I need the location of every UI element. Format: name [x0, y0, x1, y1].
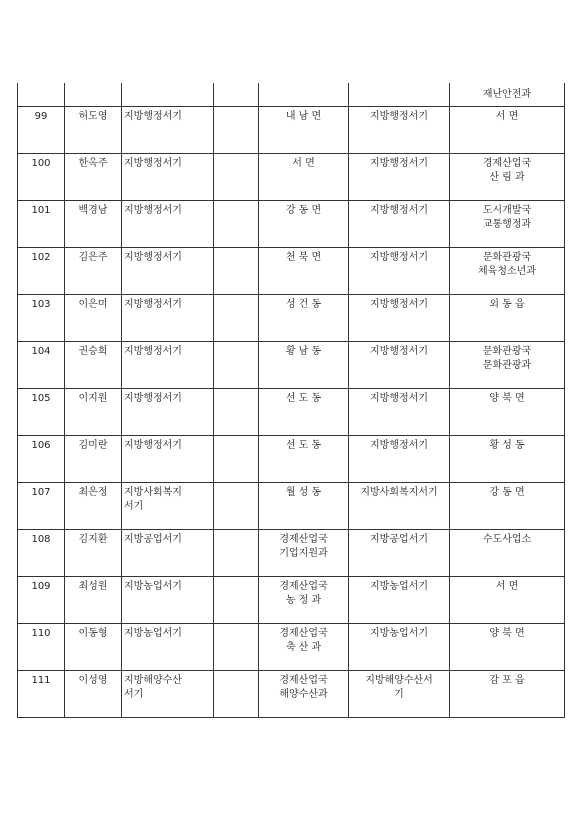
person-name: 김은주	[65, 248, 122, 295]
current-rank: 지방행정서기	[122, 295, 214, 342]
new-department: 감 포 읍	[450, 671, 565, 718]
row-number: 102	[18, 248, 65, 295]
person-name: 이동형	[65, 624, 122, 671]
new-rank: 지방행정서기	[349, 154, 450, 201]
new-department: 양 북 면	[450, 624, 565, 671]
person-name: 백경남	[65, 201, 122, 248]
new-department: 문화관광국 체육청소년과	[450, 248, 565, 295]
current-rank: 지방사회복지 서기	[122, 483, 214, 530]
blank-cell	[214, 530, 259, 577]
blank-cell	[214, 295, 259, 342]
person-name: 최성원	[65, 577, 122, 624]
current-department: 선 도 동	[259, 436, 349, 483]
continued-dest-cell: 재난안전과	[450, 83, 565, 107]
new-rank: 지방사회복지서기	[349, 483, 450, 530]
blank-cell	[214, 201, 259, 248]
new-department: 서 면	[450, 577, 565, 624]
table-row	[18, 248, 565, 295]
current-department: 경제산업국 축 산 과	[259, 624, 349, 671]
row-number: 99	[18, 107, 65, 154]
new-rank: 지방행정서기	[349, 107, 450, 154]
table-row	[18, 577, 565, 624]
person-name: 허도영	[65, 107, 122, 154]
new-rank: 지방농업서기	[349, 624, 450, 671]
table-row	[18, 389, 565, 436]
table-row	[18, 530, 565, 577]
current-rank: 지방농업서기	[122, 624, 214, 671]
person-name: 권승희	[65, 342, 122, 389]
new-department: 외 동 읍	[450, 295, 565, 342]
current-department: 천 북 면	[259, 248, 349, 295]
current-rank: 지방해양수산 서기	[122, 671, 214, 718]
blank-cell	[214, 107, 259, 154]
current-department: 경제산업국 농 정 과	[259, 577, 349, 624]
row-number: 111	[18, 671, 65, 718]
table-row	[18, 671, 565, 718]
current-department: 황 남 동	[259, 342, 349, 389]
new-department: 수도사업소	[450, 530, 565, 577]
current-department: 선 도 동	[259, 389, 349, 436]
blank-cell	[214, 248, 259, 295]
person-name: 이성영	[65, 671, 122, 718]
current-rank: 지방행정서기	[122, 154, 214, 201]
blank-cell	[214, 389, 259, 436]
table-row	[18, 624, 565, 671]
new-rank: 지방해양수산서 기	[349, 671, 450, 718]
table-row	[18, 107, 565, 154]
table-row	[18, 154, 565, 201]
table-row	[18, 201, 565, 248]
current-rank: 지방공업서기	[122, 530, 214, 577]
current-department: 내 남 면	[259, 107, 349, 154]
new-rank: 지방공업서기	[349, 530, 450, 577]
blank-cell	[214, 342, 259, 389]
row-number: 109	[18, 577, 65, 624]
current-rank: 지방행정서기	[122, 107, 214, 154]
table-row	[18, 436, 565, 483]
blank-cell	[214, 624, 259, 671]
new-department: 서 면	[450, 107, 565, 154]
table-row	[18, 295, 565, 342]
current-rank: 지방행정서기	[122, 342, 214, 389]
row-number: 110	[18, 624, 65, 671]
blank-cell	[214, 577, 259, 624]
current-rank: 지방행정서기	[122, 436, 214, 483]
new-rank: 지방행정서기	[349, 389, 450, 436]
new-department: 양 북 면	[450, 389, 565, 436]
current-rank: 지방농업서기	[122, 577, 214, 624]
continued-row	[18, 83, 565, 107]
person-name: 김지환	[65, 530, 122, 577]
current-rank: 지방행정서기	[122, 389, 214, 436]
person-name: 김미란	[65, 436, 122, 483]
current-rank: 지방행정서기	[122, 248, 214, 295]
row-number: 108	[18, 530, 65, 577]
current-department: 서 면	[259, 154, 349, 201]
blank-cell	[214, 154, 259, 201]
new-department: 강 동 면	[450, 483, 565, 530]
row-number: 100	[18, 154, 65, 201]
row-number: 105	[18, 389, 65, 436]
person-name: 이지원	[65, 389, 122, 436]
table-row	[18, 342, 565, 389]
blank-cell	[214, 483, 259, 530]
person-name: 한옥주	[65, 154, 122, 201]
new-rank: 지방행정서기	[349, 295, 450, 342]
row-number: 107	[18, 483, 65, 530]
blank-cell	[214, 436, 259, 483]
current-department: 월 성 동	[259, 483, 349, 530]
new-rank: 지방농업서기	[349, 577, 450, 624]
new-rank: 지방행정서기	[349, 342, 450, 389]
current-rank: 지방행정서기	[122, 201, 214, 248]
new-department: 도시개발국 교통행정과	[450, 201, 565, 248]
current-department: 강 동 면	[259, 201, 349, 248]
row-number: 104	[18, 342, 65, 389]
new-rank: 지방행정서기	[349, 436, 450, 483]
new-department: 황 성 동	[450, 436, 565, 483]
new-department: 경제산업국 산 림 과	[450, 154, 565, 201]
new-rank: 지방행정서기	[349, 201, 450, 248]
blank-cell	[214, 671, 259, 718]
new-department: 문화관광국 문화관광과	[450, 342, 565, 389]
person-name: 이은미	[65, 295, 122, 342]
row-number: 103	[18, 295, 65, 342]
current-department: 경제산업국 기업지원과	[259, 530, 349, 577]
personnel-table	[17, 83, 565, 718]
row-number: 106	[18, 436, 65, 483]
current-department: 성 건 동	[259, 295, 349, 342]
new-rank: 지방행정서기	[349, 248, 450, 295]
table-row	[18, 483, 565, 530]
person-name: 최은정	[65, 483, 122, 530]
row-number: 101	[18, 201, 65, 248]
current-department: 경제산업국 해양수산과	[259, 671, 349, 718]
